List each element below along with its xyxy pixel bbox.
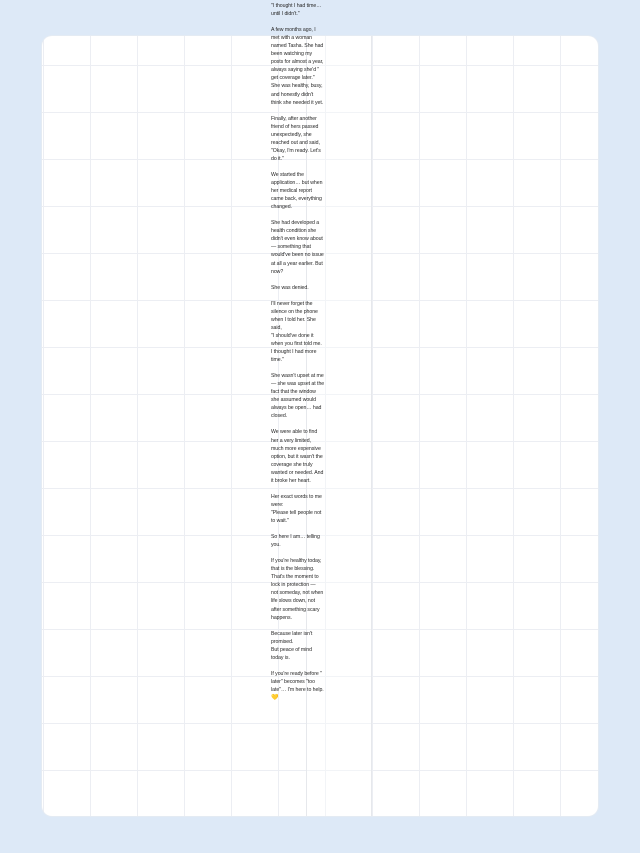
post-line: — something that bbox=[271, 244, 311, 251]
post-line: after something scary bbox=[271, 606, 320, 613]
post-line: and honestly didn't bbox=[271, 91, 314, 98]
post-line: But peace of mind bbox=[271, 646, 312, 653]
post-paragraph bbox=[271, 493, 327, 525]
post-line: Her exact words to me bbox=[271, 493, 322, 500]
post-line: reached out and said, bbox=[271, 139, 320, 146]
post-line: We were able to find bbox=[271, 429, 318, 436]
post-line: lock in protection — bbox=[271, 582, 316, 589]
post-line: promised. bbox=[271, 638, 294, 645]
post-line: application… but when bbox=[271, 180, 323, 187]
post-line: posts for almost a year, bbox=[271, 59, 324, 66]
post-line: "I thought I had time… bbox=[271, 3, 322, 9]
post-line: closed. bbox=[271, 413, 288, 420]
post-line: much more expensive bbox=[271, 445, 321, 452]
post-line: changed. bbox=[271, 204, 292, 211]
post-line: happens. bbox=[271, 614, 292, 621]
post-line: do it." bbox=[271, 155, 284, 162]
post-line: her medical report bbox=[271, 188, 312, 195]
post-line: A few months ago, I bbox=[271, 27, 316, 34]
post-line: not someday, not when bbox=[271, 590, 324, 597]
post-line: Finally, after another bbox=[271, 115, 317, 122]
post-line: at all a year earlier. But bbox=[271, 260, 323, 267]
post-line: Because later isn't bbox=[271, 630, 313, 637]
post-line: fact that the window bbox=[271, 389, 316, 396]
post-line: always be open… had bbox=[271, 405, 322, 412]
post-line: We started the bbox=[271, 171, 304, 178]
post-line: didn't even know about bbox=[271, 236, 323, 243]
post-line: life slows down, not bbox=[271, 598, 315, 605]
post-line: health condition she bbox=[271, 228, 317, 235]
post-line: If you're ready before " bbox=[271, 670, 322, 677]
post-line: you. bbox=[271, 542, 281, 549]
post-line: said, bbox=[271, 324, 282, 331]
post-line: until I didn't." bbox=[271, 11, 300, 18]
post-line: named Tasha. She had bbox=[271, 43, 324, 50]
post-line: were: bbox=[271, 501, 284, 508]
post-paragraph bbox=[271, 533, 327, 549]
post-line: She was healthy, busy, bbox=[271, 83, 323, 90]
post-paragraph bbox=[271, 428, 327, 484]
post-line: she assumed would bbox=[271, 397, 316, 404]
post-line: to wait." bbox=[271, 518, 289, 524]
yellow-heart-icon: 💛 bbox=[271, 695, 279, 702]
post-line: So here I am… telling bbox=[271, 534, 320, 541]
post-line: She wasn't upset at me bbox=[271, 373, 324, 380]
post-paragraph bbox=[271, 115, 327, 163]
post-line: met with a woman bbox=[271, 35, 313, 42]
post-line: would've been no issue bbox=[271, 252, 324, 259]
post-line: She had developed a bbox=[271, 220, 320, 227]
post-paragraph bbox=[271, 670, 327, 702]
post-line: wanted or needed. And bbox=[271, 469, 324, 476]
post-paragraph bbox=[271, 26, 327, 106]
post-line: time." bbox=[271, 357, 284, 364]
post-paragraph bbox=[271, 557, 327, 621]
post-line: unexpectedly, she bbox=[271, 131, 312, 138]
post-line: silence on the phone bbox=[271, 308, 318, 315]
post-line: her a very limited, bbox=[271, 437, 311, 444]
post-paragraph bbox=[271, 284, 327, 292]
post-line: that is the blessing. bbox=[271, 566, 315, 573]
post-line: been watching my bbox=[271, 51, 313, 58]
post-line: I'll never forget the bbox=[271, 300, 313, 307]
post-line: came back, everything bbox=[271, 196, 322, 203]
post-line: "I should've done it bbox=[271, 332, 314, 339]
post-line: get coverage later." bbox=[271, 75, 315, 82]
post-line: friend of hers passed bbox=[271, 123, 319, 130]
post-line: option, but it wasn't the bbox=[271, 453, 323, 460]
post-line: it broke her heart. bbox=[271, 477, 311, 484]
post-line: always saying she'd " bbox=[271, 67, 320, 74]
post-line: "Okay, I'm ready. Let's bbox=[271, 147, 321, 154]
post-line: today is. bbox=[271, 654, 290, 661]
post-line: later" becomes "too bbox=[271, 678, 315, 685]
post-line: when you first told me. bbox=[271, 340, 322, 347]
post-paragraph bbox=[271, 630, 327, 662]
post-line: — she was upset at the bbox=[271, 381, 325, 388]
post-line: when I told her. She bbox=[271, 316, 316, 323]
post-line: She was denied. bbox=[271, 284, 309, 291]
post-paragraph bbox=[271, 2, 327, 18]
post-line: I thought I had more bbox=[271, 349, 317, 356]
post-paragraph bbox=[271, 372, 327, 420]
post-line: think she needed it yet. bbox=[271, 99, 324, 106]
post-paragraph bbox=[271, 171, 327, 211]
post-line: "Please tell people not bbox=[271, 509, 322, 516]
post-line: now? bbox=[271, 268, 284, 275]
post-line: That's the moment to bbox=[271, 574, 319, 581]
post-paragraph bbox=[271, 300, 327, 364]
post-text bbox=[271, 2, 327, 710]
post-line: coverage she truly bbox=[271, 461, 313, 468]
post-line: late"… I'm here to help. bbox=[271, 686, 324, 693]
post-paragraph bbox=[271, 219, 327, 275]
post-line: If you're healthy today, bbox=[271, 558, 322, 565]
